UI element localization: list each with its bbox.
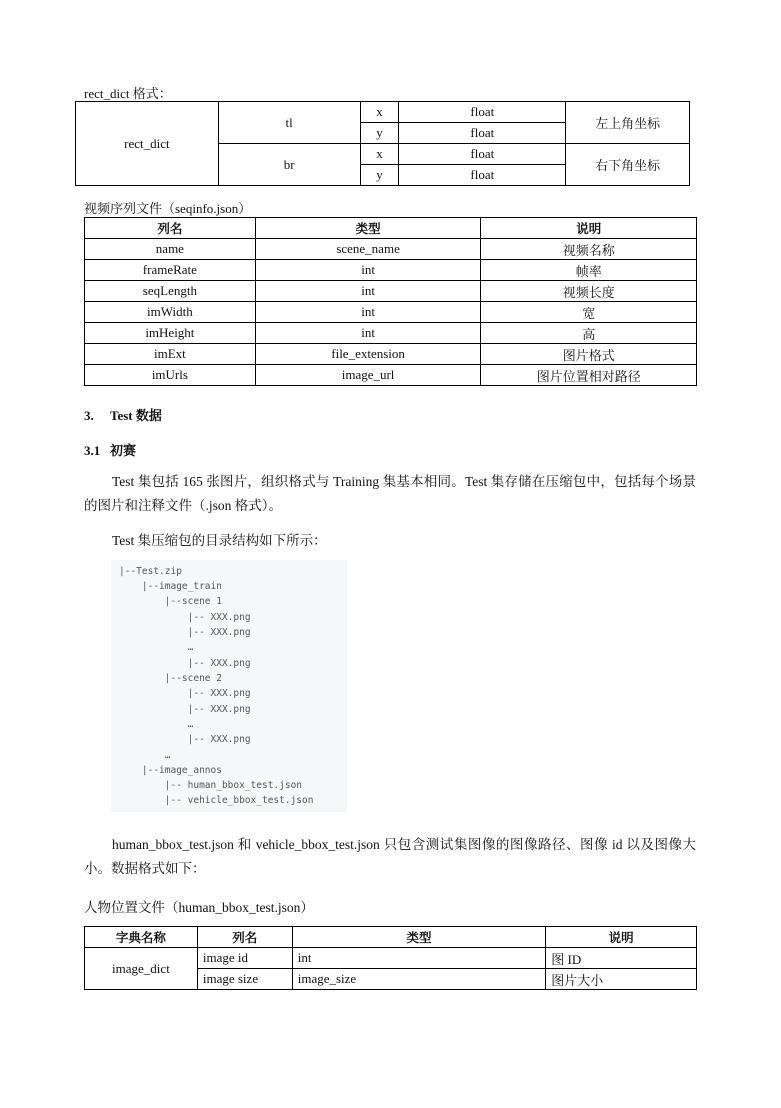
rect-sub: y [360, 123, 399, 144]
rect-dict-caption: rect_dict 格式： [84, 86, 172, 101]
table-cell: int [255, 281, 481, 302]
table-cell: 图片大小 [546, 969, 697, 990]
table-cell: scene_name [255, 239, 481, 260]
rect-type: float [399, 144, 566, 165]
seqinfo-table [84, 217, 697, 386]
table-cell: image_url [255, 365, 481, 386]
table-cell: int [255, 302, 481, 323]
table-cell: seqLength [85, 281, 256, 302]
table-row [85, 323, 697, 344]
paragraph-test-set: Test 集包括 165 张图片，组织格式与 Training 集基本相同。Test 集存储在压缩包中，包括每个场景的图片和注释文件（.json 格式）。 [84, 474, 696, 513]
rect-sub: y [360, 165, 399, 186]
human-bbox-caption: 人物位置文件（human_bbox_test.json） [84, 900, 314, 915]
seqinfo-caption: 视频序列文件（seqinfo.json） [84, 201, 252, 216]
rect-type: float [399, 102, 566, 123]
subsection-title: 初赛 [110, 443, 137, 458]
section-number: 3. [84, 408, 94, 423]
tree-line: |--scene 2 [119, 673, 222, 684]
table-row [85, 239, 697, 260]
tree-line: |-- human_bbox_test.json [119, 780, 303, 791]
tree-line: … [119, 719, 194, 730]
column-header: 字典名称 [85, 927, 198, 948]
column-header: 说明 [481, 218, 697, 239]
tree-line: |-- XXX.png [119, 627, 251, 638]
table-cell: int [292, 948, 546, 969]
section-heading [84, 405, 162, 424]
rect-desc-tl: 左上角坐标 [566, 102, 690, 144]
rect-type: float [399, 165, 566, 186]
table-cell: image_size [292, 969, 546, 990]
table-cell: int [255, 260, 481, 281]
table-cell: imHeight [85, 323, 256, 344]
table-cell: 图片格式 [481, 344, 697, 365]
rect-key-br: br [218, 144, 360, 186]
tree-line: |-- XXX.png [119, 688, 251, 699]
table-row [85, 948, 697, 969]
rect-key-tl: tl [218, 102, 360, 144]
rect-dict-table [75, 101, 690, 186]
tree-line: |-- XXX.png [119, 612, 251, 623]
tree-line: |-- XXX.png [119, 704, 251, 715]
tree-line: |--image_annos [119, 765, 222, 776]
tree-line: |--Test.zip [119, 566, 182, 577]
table-row [85, 344, 697, 365]
tree-line: |--image_train [119, 581, 222, 592]
table-cell: imWidth [85, 302, 256, 323]
table-cell: 帧率 [481, 260, 697, 281]
column-header: 列名 [197, 927, 292, 948]
column-header: 说明 [546, 927, 697, 948]
table-cell: name [85, 239, 256, 260]
tree-line: |-- XXX.png [119, 734, 251, 745]
table-cell: 视频长度 [481, 281, 697, 302]
table-header-row [85, 218, 697, 239]
table-cell: image id [197, 948, 292, 969]
dict-name-cell: image_dict [85, 948, 198, 990]
table-header-row [85, 927, 697, 948]
subsection-heading [84, 440, 136, 459]
column-header: 类型 [292, 927, 546, 948]
rect-type: float [399, 123, 566, 144]
table-cell: file_extension [255, 344, 481, 365]
table-cell: imUrls [85, 365, 256, 386]
paragraph-structure-intro: Test 集压缩包的目录结构如下所示： [112, 533, 327, 548]
tree-line: … [119, 642, 194, 653]
table-cell: imExt [85, 344, 256, 365]
table-cell: 高 [481, 323, 697, 344]
table-cell: image size [197, 969, 292, 990]
column-header: 列名 [85, 218, 256, 239]
rect-desc-br: 右下角坐标 [566, 144, 690, 186]
table-row [85, 260, 697, 281]
table-cell: int [255, 323, 481, 344]
rect-sub: x [360, 144, 399, 165]
table-cell: 视频名称 [481, 239, 697, 260]
rect-dict-name: rect_dict [76, 102, 219, 186]
human-bbox-table [84, 926, 697, 990]
tree-line: |-- vehicle_bbox_test.json [119, 795, 314, 806]
tree-line: |-- XXX.png [119, 658, 251, 669]
table-cell: 宽 [481, 302, 697, 323]
table-row [76, 102, 690, 123]
subsection-number: 3.1 [84, 443, 101, 458]
table-cell: 图 ID [546, 948, 697, 969]
table-row [85, 365, 697, 386]
rect-sub: x [360, 102, 399, 123]
table-row [85, 281, 697, 302]
tree-line: |--scene 1 [119, 596, 222, 607]
directory-tree-code-block [111, 560, 347, 812]
table-cell: frameRate [85, 260, 256, 281]
table-cell: 图片位置相对路径 [481, 365, 697, 386]
column-header: 类型 [255, 218, 481, 239]
section-title: Test 数据 [110, 408, 162, 423]
tree-line: … [119, 750, 171, 761]
paragraph-json-desc: human_bbox_test.json 和 vehicle_bbox_test.json 只包含测试集图像的图像路径、图像 id 以及图像大小。数据格式如下： [84, 837, 696, 876]
table-row [85, 302, 697, 323]
